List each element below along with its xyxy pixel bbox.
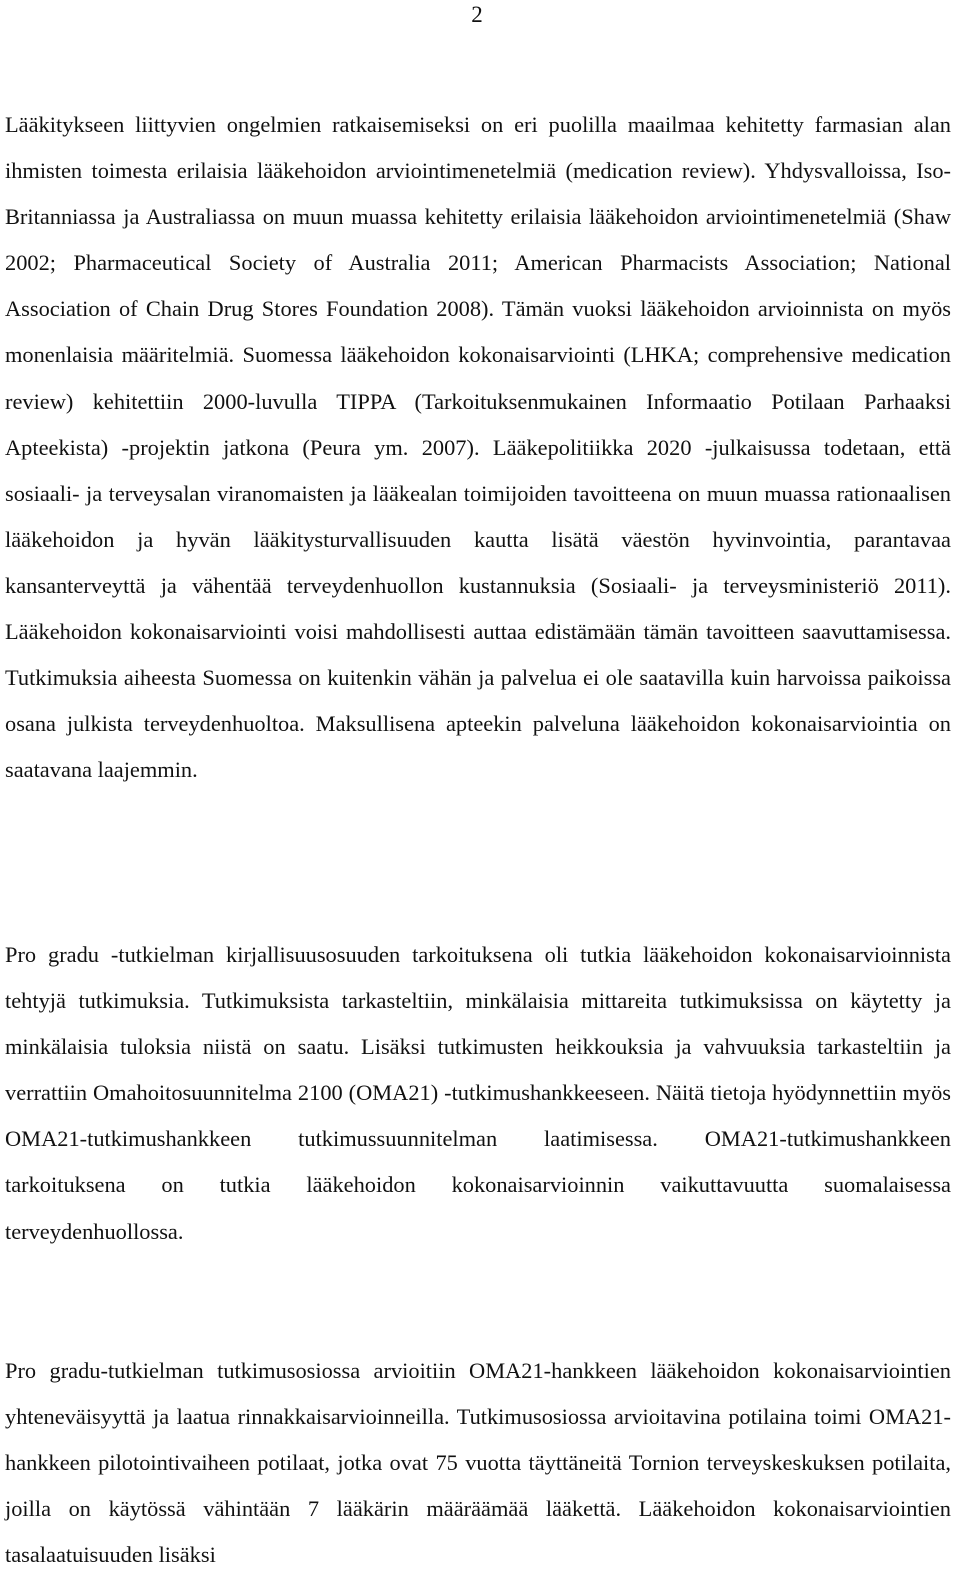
page-number: 2 xyxy=(471,2,483,27)
paragraph-thesis-literature-purpose: Pro gradu -tutkielman kirjallisuusosuuden tarkoituksena oli tutkia lääkehoidon kokonaisarvioinnista tehtyjä tutkimuksia. Tutkimuksista tarkasteltiin, minkälaisia mittareita tutkimuksissa on käytetty ja minkälaisia tuloksia niistä on saatu. Lisäksi tutkimusten heikkouksia ja vahvuuksia tarkasteltiin ja verrattiin Omahoitosuunnitelma 2100 (OMA21) -tutkimushankkeeseen. Näitä tietoja hyödynnettiin myös OMA21-tutkimushankkeen tutkimussuunnitelman laatimisessa. OMA21-tutkimushankkeen tarkoituksena on tutkia lääkehoidon kokonaisarvioinnin vaikuttavuutta suomalaisessa terveydenhuollossa. xyxy=(5,942,951,1244)
paragraph-medication-review-background: Lääkitykseen liittyvien ongelmien ratkaisemiseksi on eri puolilla maailmaa kehitetty farmasian alan ihmisten toimesta erilaisia lääkehoidon arviointimenetelmiä (medication review). Yhdysvalloissa, Iso-Britanniassa ja Australiassa on muun muassa kehitetty erilaisia lääkehoidon arviointimenetelmiä (Shaw 2002; Pharmaceutical Society of Australia 2011; American Pharmacists Association; National Association of Chain Drug Stores Foundation 2008). Tämän vuoksi lääkehoidon arvioinnista on myös monenlaisia määritelmiä. Suomessa lääkehoidon kokonaisarviointi (LHKA; comprehensive medication review) kehitettiin 2000-luvulla TIPPA (Tarkoituksenmukainen Informaatio Potilaan Parhaaksi Apteekista) -projektin jatkona (Peura ym. 2007). Lääkepolitiikka 2020 -julkaisussa todetaan, että sosiaali- ja terveysalan viranomaisten ja lääkealan toimijoiden tavoitteena on muun muassa rationaalisen lääkehoidon ja hyvän lääkitysturvallisuuden kautta lisätä väestön hyvinvointia, parantavaa kansanterveyttä ja vähentää terveydenhuollon kustannuksia (Sosiaali- ja terveysministeriö 2011). Lääkehoidon kokonaisarviointi voisi mahdollisesti auttaa edistämään tämän tavoitteen saavuttamisessa. Tutkimuksia aiheesta Suomessa on kuitenkin vähän ja palvelua ei ole saatavilla kuin harvoissa paikoissa osana julkista terveydenhuoltoa. Maksullisena apteekin palveluna lääkehoidon kokonaisarviointia on saatavana laajemmin. xyxy=(5,112,951,783)
paragraph-thesis-research-section: Pro gradu-tutkielman tutkimusosiossa arvioitiin OMA21-hankkeen lääkehoidon kokonaisarviointien yhteneväisyyttä ja laatua rinnakkaisarvioinneilla. Tutkimusosiossa arvioitavina potilaina toimi OMA21-hankkeen pilotointivaiheen potilaat, jotka ovat 75 vuotta täyttäneitä Tornion terveyskeskuksen potilaita, joilla on käytössä vähintään 7 lääkärin määräämää lääkettä. Lääkehoidon kokonaisarviointien tasalaatuisuuden lisäksi xyxy=(5,1358,951,1568)
